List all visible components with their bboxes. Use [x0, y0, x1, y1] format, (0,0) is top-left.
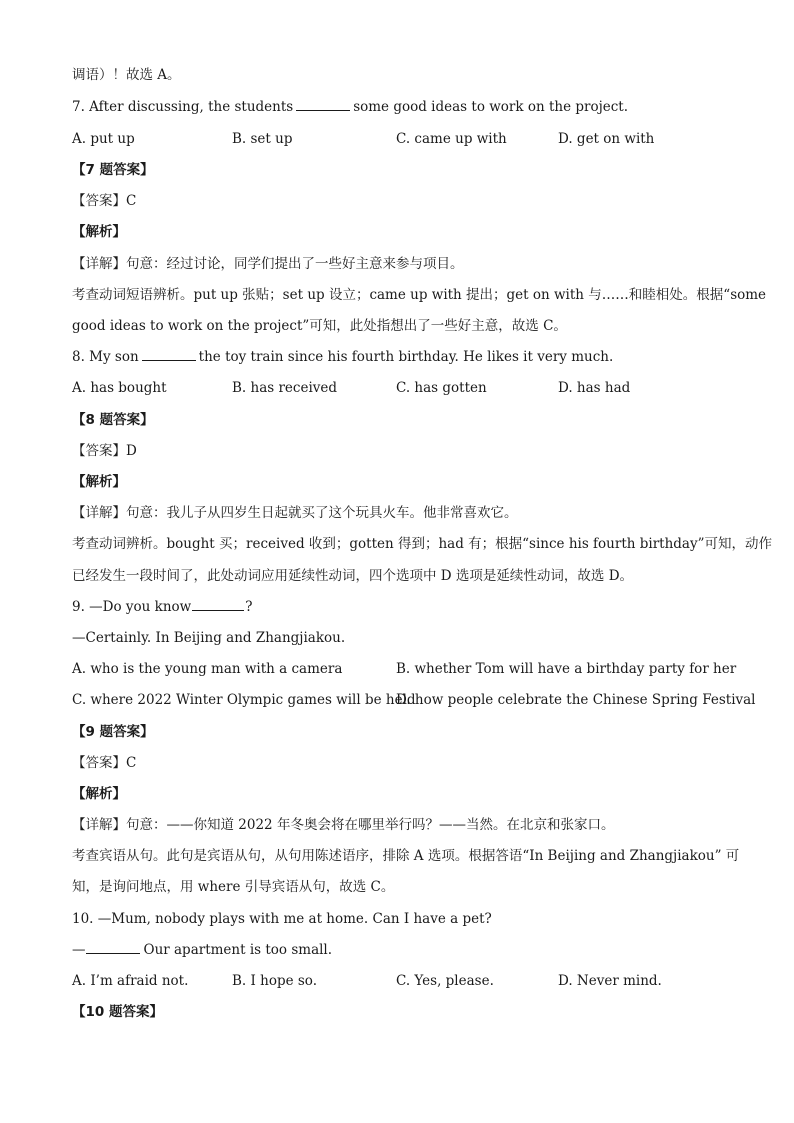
answer-heading: 【9 题答案】 [72, 724, 154, 740]
stem-text: some good ideas to work on the project. [353, 99, 629, 115]
stem-text: ? [245, 599, 253, 615]
stem-text: the toy train since his fourth birthday. He likes it very much. [198, 349, 614, 365]
option-a: A. has bought [72, 380, 167, 396]
answer-heading: 【10 题答案】 [72, 1004, 163, 1020]
explanation-line: 考查宾语从句。此句是宾语从句，从句用陈述语序，排除 A 选项。根据答语“In Beijing and Zhangjiakou” 可 [72, 848, 740, 864]
explanation-line: 【详解】句意：我儿子从四岁生日起就买了这个玩具火车。他非常喜欢它。 [72, 505, 518, 521]
explanation-line: good ideas to work on the project”可知，此处指想出了一些好主意，故选 C。 [72, 318, 567, 334]
explanation-line: 已经发生一段时间了，此处动词应用延续性动词，四个选项中 D 选项是延续性动词，故选 D。 [72, 568, 634, 584]
explanation-line: 考查动词辨析。bought 买；received 收到；gotten 得到；had 有；根据“since his fourth birthday”可知，动作 [72, 536, 772, 552]
question-7-stem [72, 98, 628, 116]
explanation-line: 【详解】句意：——你知道 2022 年冬奥会将在哪里举行吗？——当然。在北京和张家口。 [72, 817, 615, 833]
option-b: B. has received [232, 380, 338, 396]
explanation-line: 考查动词短语辨析。put up 张贴；set up 设立；came up with 提出；get on with 与……和睦相处。根据“some [72, 287, 767, 303]
question-9-stem [72, 598, 252, 616]
answer-blank [296, 98, 350, 111]
option-d: D. get on with [558, 131, 655, 147]
analysis-heading: 【解析】 [72, 224, 126, 240]
stem-text: 8. My son [72, 349, 139, 365]
question-10-reply [72, 941, 332, 959]
answer-key: 【答案】C [72, 755, 137, 771]
question-10-stem: 10. —Mum, nobody plays with me at home. Can I have a pet? [72, 911, 492, 927]
option-a: A. who is the young man with a camera [72, 661, 343, 677]
option-a: A. I’m afraid not. [72, 973, 189, 989]
option-c: C. where 2022 Winter Olympic games will be held [72, 692, 416, 708]
option-d: D. has had [558, 380, 631, 396]
reply-text: Our apartment is too small. [143, 942, 333, 958]
answer-blank [86, 941, 140, 954]
option-d: D. Never mind. [558, 973, 662, 989]
option-c: C. Yes, please. [396, 973, 494, 989]
explanation-line: 知，是询问地点，用 where 引导宾语从句，故选 C。 [72, 879, 395, 895]
text-line: 调语）！故选 A。 [72, 67, 181, 83]
answer-blank [142, 348, 196, 361]
answer-heading: 【8 题答案】 [72, 412, 154, 428]
question-8-stem [72, 348, 613, 366]
option-b: B. I hope so. [232, 973, 317, 989]
answer-heading: 【7 题答案】 [72, 162, 154, 178]
option-c: C. came up with [396, 131, 507, 147]
analysis-heading: 【解析】 [72, 474, 126, 490]
analysis-heading: 【解析】 [72, 786, 126, 802]
option-d: D. how people celebrate the Chinese Spring Festival [396, 692, 756, 708]
option-a: A. put up [72, 131, 135, 147]
answer-key: 【答案】D [72, 443, 137, 459]
question-9-reply: —Certainly. In Beijing and Zhangjiakou. [72, 630, 346, 646]
explanation-line: 【详解】句意：经过讨论，同学们提出了一些好主意来参与项目。 [72, 256, 464, 272]
stem-text: 9. —Do you know [72, 599, 192, 615]
option-c: C. has gotten [396, 380, 487, 396]
stem-text: 7. After discussing, the students [72, 99, 294, 115]
answer-blank [192, 598, 244, 611]
reply-dash: — [72, 942, 86, 958]
option-b: B. whether Tom will have a birthday party for her [396, 661, 737, 677]
answer-key: 【答案】C [72, 193, 137, 209]
option-b: B. set up [232, 131, 293, 147]
